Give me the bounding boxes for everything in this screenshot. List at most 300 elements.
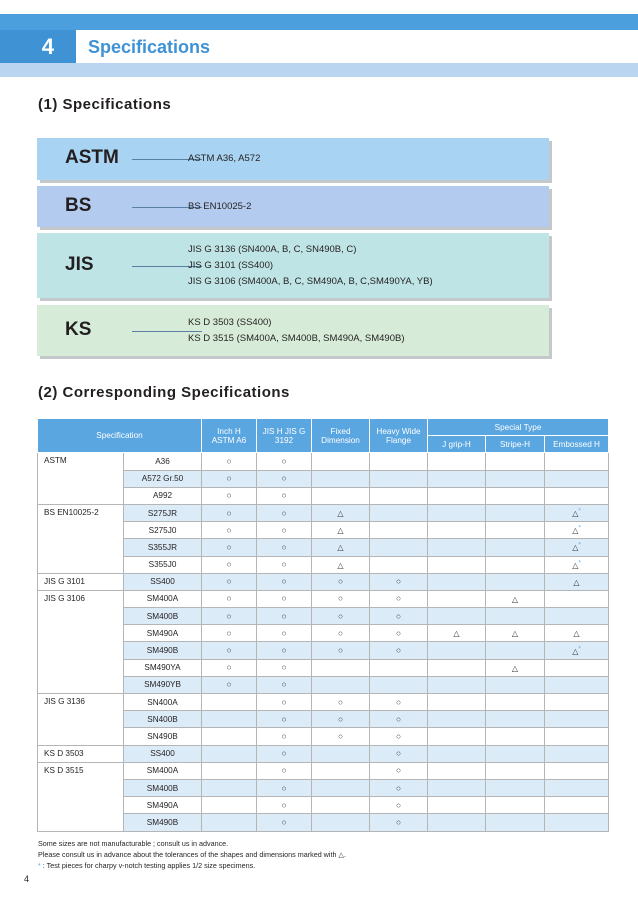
spec-description [188, 315, 405, 347]
corresponding-specifications-table [37, 418, 609, 832]
consult-mark: △ [572, 543, 579, 553]
mark-cell [545, 573, 609, 590]
mark-cell [312, 676, 370, 693]
mark-cell [202, 522, 257, 539]
available-mark: ○ [226, 646, 232, 656]
mark-cell [545, 676, 609, 693]
mark-cell [370, 814, 428, 831]
available-mark: ○ [226, 491, 232, 501]
grade-cell: SM400B [124, 608, 202, 625]
mark-cell [486, 676, 545, 693]
available-mark: ○ [281, 542, 287, 552]
mark-cell [428, 797, 486, 814]
top-accent-bar [0, 14, 638, 30]
mark-cell [428, 487, 486, 504]
header-embossed: Embossed H [545, 436, 609, 453]
mark-cell [202, 797, 257, 814]
mark-cell [545, 659, 609, 676]
mark-cell [257, 556, 312, 573]
mark-cell [257, 728, 312, 745]
table-row [38, 556, 609, 573]
available-mark: ○ [281, 474, 287, 484]
mark-cell [545, 470, 609, 487]
table-row [38, 625, 609, 642]
spec-description-line: KS D 3503 (SS400) [188, 316, 272, 328]
mark-cell [202, 539, 257, 556]
dagger-mark: * [578, 559, 581, 566]
mark-cell [202, 504, 257, 521]
grade-cell: A572 Gr.50 [124, 470, 202, 487]
table-row [38, 539, 609, 556]
mark-cell [202, 711, 257, 728]
mark-cell [486, 797, 545, 814]
table-row [38, 522, 609, 539]
mark-cell [312, 694, 370, 711]
mark-cell [202, 762, 257, 779]
mark-cell [370, 659, 428, 676]
available-mark: ○ [396, 766, 401, 776]
group-name: ASTM [38, 453, 124, 505]
mark-cell [312, 453, 370, 470]
section1-title: (1) Specifications [38, 96, 172, 113]
spec-description-line: ASTM A36, A572 [188, 153, 261, 164]
spec-panel-ks [37, 305, 549, 356]
available-mark: ○ [281, 560, 287, 570]
consult-mark: △ [511, 594, 519, 604]
mark-cell [202, 573, 257, 590]
mark-cell [312, 711, 370, 728]
table-row [38, 453, 609, 470]
mark-cell [257, 659, 312, 676]
mark-cell [202, 487, 257, 504]
mark-cell [486, 779, 545, 796]
spec-code: BS [65, 194, 92, 216]
available-mark: ○ [226, 611, 232, 621]
mark-cell [202, 590, 257, 607]
grade-cell: SS400 [124, 745, 202, 762]
mark-cell [257, 694, 312, 711]
dagger-mark: * [578, 508, 581, 515]
available-mark: ○ [281, 680, 287, 690]
available-mark: ○ [338, 594, 343, 604]
mark-cell [257, 762, 312, 779]
mark-cell [370, 694, 428, 711]
available-mark: ○ [281, 456, 287, 466]
mark-cell [257, 522, 312, 539]
available-mark: ○ [226, 680, 232, 690]
mark-cell [370, 762, 428, 779]
mark-cell [370, 556, 428, 573]
mark-cell [312, 762, 370, 779]
mark-cell [428, 694, 486, 711]
mark-cell [370, 779, 428, 796]
mark-cell [486, 762, 545, 779]
spec-panel-astm [37, 138, 549, 180]
mark-cell [257, 573, 312, 590]
mark-cell [370, 608, 428, 625]
table-row [38, 590, 609, 607]
group-name: JIS G 3106 [38, 590, 124, 693]
available-mark: ○ [226, 577, 232, 587]
mark-cell [545, 745, 609, 762]
mark-cell [428, 608, 486, 625]
available-mark: ○ [338, 577, 343, 587]
mark-cell [312, 608, 370, 625]
mark-cell [428, 659, 486, 676]
mark-cell [428, 676, 486, 693]
mark-cell [428, 504, 486, 521]
available-mark: ○ [396, 628, 401, 638]
table-row [38, 728, 609, 745]
mark-cell [202, 728, 257, 745]
mark-cell [312, 814, 370, 831]
mark-cell [545, 762, 609, 779]
available-mark: ○ [338, 628, 343, 638]
mark-cell [545, 814, 609, 831]
table-row [38, 797, 609, 814]
available-mark: ○ [396, 611, 401, 621]
dagger-mark: * [38, 861, 41, 870]
group-name: KS D 3503 [38, 745, 124, 762]
mark-cell [486, 487, 545, 504]
available-mark: ○ [281, 731, 287, 741]
mark-cell [257, 470, 312, 487]
dagger-mark: * [578, 645, 581, 652]
header-jis-h: JIS H JIS G 3192 [257, 419, 312, 453]
mark-cell [202, 814, 257, 831]
group-name: KS D 3515 [38, 762, 124, 831]
spec-description [188, 242, 433, 290]
mark-cell [202, 453, 257, 470]
available-mark: ○ [281, 714, 287, 724]
mark-cell [486, 694, 545, 711]
mark-cell [202, 608, 257, 625]
mark-cell [428, 556, 486, 573]
grade-cell: SN400A [124, 694, 202, 711]
mark-cell [257, 539, 312, 556]
chapter-number: 4 [0, 30, 76, 63]
mark-cell [257, 590, 312, 607]
spec-description-line: JIS G 3106 (SM400A, B, C, SM490A, B, C,SM490YA, YB) [188, 275, 433, 287]
mark-cell [486, 814, 545, 831]
mark-cell [428, 762, 486, 779]
mark-cell [312, 487, 370, 504]
mark-cell [428, 522, 486, 539]
mark-cell [370, 676, 428, 693]
mark-cell [486, 728, 545, 745]
available-mark: ○ [281, 800, 287, 810]
available-mark: ○ [281, 817, 287, 827]
table-row [38, 470, 609, 487]
chapter-title: Specifications [88, 37, 211, 57]
consult-mark: △ [572, 526, 579, 536]
mark-cell [312, 642, 370, 659]
mark-cell [257, 711, 312, 728]
consult-mark: △ [337, 560, 344, 570]
table-row [38, 659, 609, 676]
mark-cell [202, 676, 257, 693]
available-mark: ○ [396, 731, 401, 741]
mark-cell [486, 556, 545, 573]
spec-description-line: JIS G 3136 (SN400A, B, C, SN490B, C) [188, 243, 357, 255]
grade-cell: SN400B [124, 711, 202, 728]
spec-code: ASTM [65, 147, 119, 168]
mark-cell [428, 573, 486, 590]
mark-cell [370, 797, 428, 814]
table-row [38, 504, 609, 521]
available-mark: ○ [226, 508, 232, 518]
mark-cell [545, 625, 609, 642]
grade-cell: SM400A [124, 590, 202, 607]
mark-cell [428, 470, 486, 487]
mark-cell [370, 642, 428, 659]
consult-mark: △ [337, 509, 344, 519]
consult-mark: △ [337, 543, 344, 553]
table-row [38, 676, 609, 693]
grade-cell: SM490B [124, 642, 202, 659]
mark-cell [312, 504, 370, 521]
consult-mark: △ [511, 663, 519, 673]
mark-cell [486, 625, 545, 642]
consult-mark: △ [573, 577, 580, 587]
mark-cell [312, 539, 370, 556]
mark-cell [486, 504, 545, 521]
mark-cell [370, 625, 428, 642]
mark-cell [545, 779, 609, 796]
grade-cell: S275J0 [124, 522, 202, 539]
mark-cell [370, 504, 428, 521]
mark-cell [486, 470, 545, 487]
available-mark: ○ [281, 594, 287, 604]
mark-cell [370, 728, 428, 745]
mark-cell [545, 453, 609, 470]
available-mark: ○ [281, 628, 287, 638]
mark-cell [486, 522, 545, 539]
grade-cell: SS400 [124, 573, 202, 590]
note-line-3-text: : Test pieces for charpy v-notch testing applies 1/2 size specimens. [40, 861, 256, 870]
mark-cell [257, 625, 312, 642]
available-mark: ○ [226, 663, 232, 673]
available-mark: ○ [396, 697, 401, 707]
mark-cell [257, 608, 312, 625]
mark-cell [312, 470, 370, 487]
mark-cell [486, 573, 545, 590]
mark-cell [545, 487, 609, 504]
mark-cell [202, 659, 257, 676]
mark-cell [545, 504, 609, 521]
mark-cell [428, 711, 486, 728]
mark-cell [257, 453, 312, 470]
mark-cell [428, 745, 486, 762]
spec-description [188, 199, 251, 215]
spec-description [188, 151, 260, 167]
available-mark: ○ [338, 611, 343, 621]
available-mark: ○ [338, 714, 343, 724]
mark-cell [545, 642, 609, 659]
mark-cell [312, 625, 370, 642]
mark-cell [545, 728, 609, 745]
grade-cell: S355J0 [124, 556, 202, 573]
mark-cell [370, 522, 428, 539]
spec-description-line: BS EN10025-2 [188, 200, 252, 212]
available-mark: ○ [281, 577, 287, 587]
header-inch-h: Inch H ASTM A6 [202, 419, 257, 453]
grade-cell: A36 [124, 453, 202, 470]
available-mark: ○ [226, 594, 232, 604]
mark-cell [312, 745, 370, 762]
available-mark: ○ [396, 577, 401, 587]
mark-cell [370, 590, 428, 607]
mark-cell [486, 642, 545, 659]
mark-cell [486, 608, 545, 625]
mark-cell [370, 745, 428, 762]
group-name: JIS G 3101 [38, 573, 124, 590]
mark-cell [370, 453, 428, 470]
table-row [38, 762, 609, 779]
mark-cell [545, 556, 609, 573]
mark-cell [486, 539, 545, 556]
available-mark: ○ [226, 560, 232, 570]
table-row [38, 694, 609, 711]
available-mark: ○ [396, 749, 401, 759]
note-line-3 [38, 860, 255, 871]
mark-cell [370, 487, 428, 504]
mark-cell [486, 711, 545, 728]
available-mark: ○ [396, 817, 401, 827]
available-mark: ○ [396, 646, 401, 656]
mark-cell [545, 608, 609, 625]
available-mark: ○ [281, 491, 287, 501]
mark-cell [370, 573, 428, 590]
mark-cell [486, 453, 545, 470]
mark-cell [257, 487, 312, 504]
available-mark: ○ [281, 783, 287, 793]
table-row [38, 814, 609, 831]
mark-cell [202, 642, 257, 659]
header-fixed-dimension: Fixed Dimension [312, 419, 370, 453]
section2-title: (2) Corresponding Specifications [38, 384, 290, 401]
note-line-1: Some sizes are not manufacturable ; consult us in advance. [38, 839, 229, 848]
available-mark: ○ [396, 800, 401, 810]
consult-mark: △ [572, 560, 579, 570]
mark-cell [202, 694, 257, 711]
mark-cell [370, 470, 428, 487]
consult-mark: △ [453, 629, 460, 639]
mark-cell [257, 676, 312, 693]
mark-cell [257, 779, 312, 796]
grade-cell: S275JR [124, 504, 202, 521]
mark-cell [428, 590, 486, 607]
table-row [38, 745, 609, 762]
available-mark: ○ [396, 594, 401, 604]
header-j-grip: J grip-H [428, 436, 486, 453]
available-mark: ○ [281, 766, 287, 776]
available-mark: ○ [396, 783, 401, 793]
available-mark: ○ [226, 542, 232, 552]
header-underline [0, 63, 638, 77]
available-mark: ○ [281, 697, 287, 707]
available-mark: ○ [281, 646, 287, 656]
mark-cell [545, 711, 609, 728]
grade-cell: SM400B [124, 779, 202, 796]
mark-cell [312, 590, 370, 607]
mark-cell [545, 590, 609, 607]
mark-cell [486, 745, 545, 762]
mark-cell [312, 573, 370, 590]
grade-cell: SM400A [124, 762, 202, 779]
mark-cell [428, 642, 486, 659]
dagger-mark: * [578, 542, 581, 549]
panel-background [37, 186, 549, 227]
mark-cell [257, 642, 312, 659]
mark-cell [202, 745, 257, 762]
mark-cell [312, 797, 370, 814]
spec-code: JIS [65, 253, 94, 275]
consult-mark: △ [337, 526, 344, 536]
available-mark: ○ [396, 714, 401, 724]
consult-mark: △ [572, 646, 579, 656]
spec-description-line: KS D 3515 (SM400A, SM400B, SM490A, SM490B) [188, 332, 405, 344]
grade-cell: SM490YA [124, 659, 202, 676]
spec-description-line: JIS G 3101 (SS400) [188, 259, 274, 271]
mark-cell [312, 659, 370, 676]
available-mark: ○ [226, 525, 232, 535]
grade-cell: SM490YB [124, 676, 202, 693]
available-mark: ○ [226, 628, 232, 638]
header-specification: Specification [38, 419, 202, 453]
mark-cell [545, 539, 609, 556]
mark-cell [370, 711, 428, 728]
mark-cell [312, 522, 370, 539]
grade-cell: SN490B [124, 728, 202, 745]
mark-cell [202, 556, 257, 573]
table-row [38, 711, 609, 728]
header-heavy-wide-flange: Heavy Wide Flange [370, 419, 428, 453]
mark-cell [257, 814, 312, 831]
available-mark: ○ [281, 611, 287, 621]
consult-mark: △ [573, 629, 580, 639]
grade-cell: SM490B [124, 814, 202, 831]
available-mark: ○ [281, 663, 287, 673]
available-mark: ○ [338, 646, 343, 656]
available-mark: ○ [226, 474, 232, 484]
note-line-2: Please consult us in advance about the tolerances of the shapes and dimensions marked with △. [38, 850, 346, 859]
mark-cell [428, 625, 486, 642]
table-row [38, 608, 609, 625]
dagger-mark: * [578, 525, 581, 532]
header-stripe: Stripe-H [486, 436, 545, 453]
mark-cell [370, 539, 428, 556]
group-name: BS EN10025-2 [38, 504, 124, 573]
page-number: 4 [24, 874, 30, 884]
mark-cell [257, 745, 312, 762]
spec-panel-jis [37, 233, 549, 298]
spec-code: KS [65, 318, 92, 340]
available-mark: ○ [338, 731, 343, 741]
mark-cell [257, 504, 312, 521]
mark-cell [545, 522, 609, 539]
mark-cell [202, 779, 257, 796]
grade-cell: A992 [124, 487, 202, 504]
available-mark: ○ [281, 508, 287, 518]
mark-cell [545, 797, 609, 814]
mark-cell [428, 814, 486, 831]
table-row [38, 573, 609, 590]
group-name: JIS G 3136 [38, 694, 124, 746]
mark-cell [486, 590, 545, 607]
mark-cell [202, 470, 257, 487]
available-mark: ○ [226, 456, 232, 466]
